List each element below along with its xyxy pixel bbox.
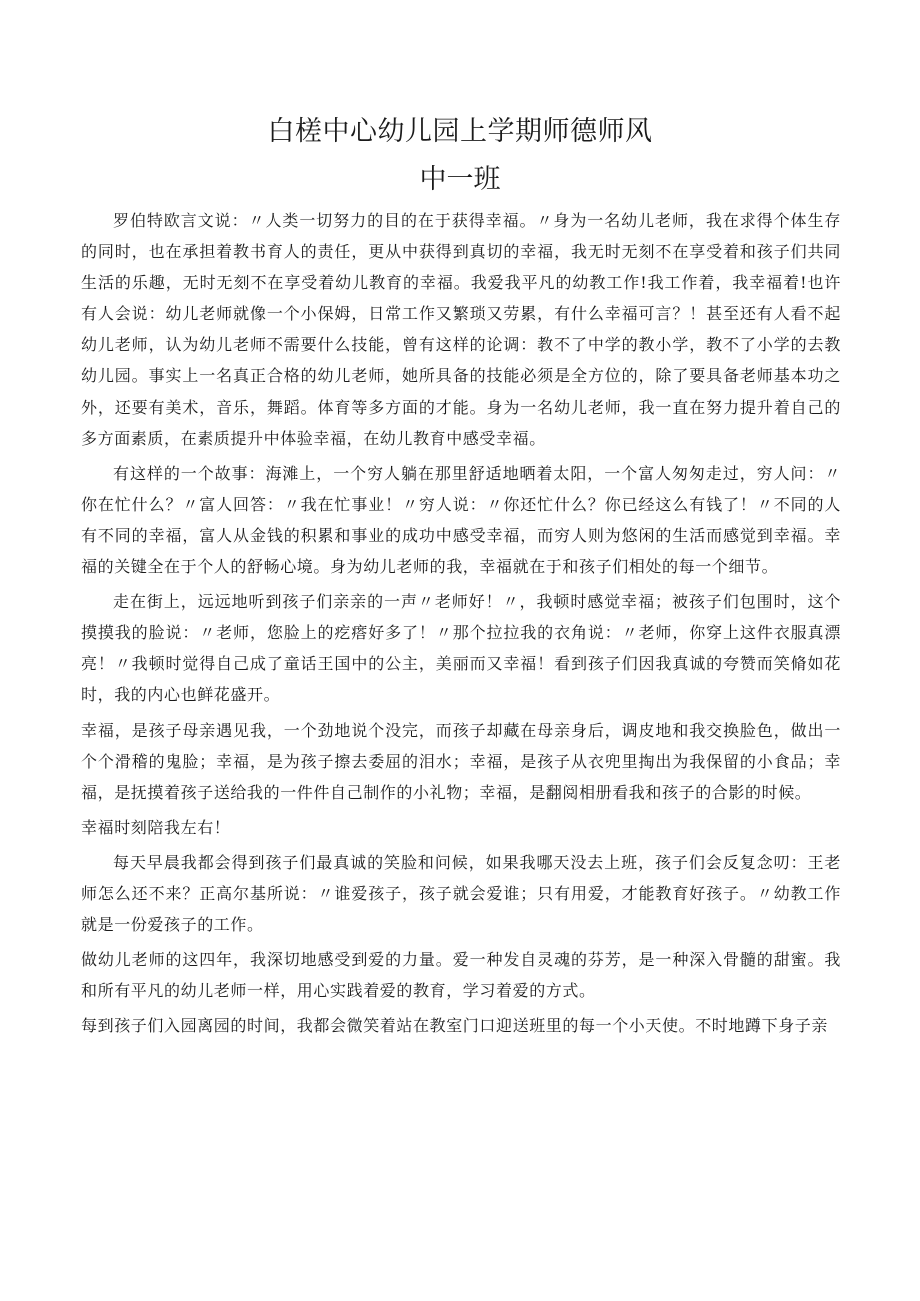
- class-name-subtitle: 中一班: [419, 164, 501, 195]
- paragraph-7: 做幼儿老师的这四年，我深切地感受到爱的力量。爱一种发自灵魂的芬芳，是一种深入骨髓的甜蜜。我和所有平凡的幼儿老师一样，用心实践着爱的教育，学习着爱的方式。: [81, 950, 841, 1001]
- paragraph-5: 幸福时刻陪我左右！: [81, 817, 231, 837]
- paragraph-3: 走在街上，远远地听到孩子们亲亲的一声〃老师好！〃，我顿时感觉幸福；被孩子们包围时，这个摸摸我的脸说：〃老师，您脸上的疙瘩好多了！〃那个拉拉我的衣角说：〃老师，你穿上这件衣服真漂亮！〃我顿时觉得自己成了童话王国中的公主，美丽而又幸福！看到孩子们因我真诚的夸赞而笑脩如花时，我的内心也鲜花盛开。: [81, 592, 841, 705]
- paragraph-6: 每天早晨我都会得到孩子们最真诚的笑脸和问候，如果我哪天没去上班，孩子们会反复念叨：王老师怎么还不来？正高尔基所说：〃谁爱孩子，孩子就会爱谁；只有用爱，才能教育好孩子。〃幼教工作就是一份爱孩子的工作。: [81, 852, 841, 935]
- paragraph-4: 幸福，是孩子母亲遇见我，一个劲地说个没完，而孩子却藏在母亲身后，调皮地和我交换脸色，做出一个个滑稽的鬼脸；幸福，是为孩子擦去委屈的泪水；幸福，是孩子从衣兜里掏出为我保留的小食品；幸福，是抚摸着孩子送给我的一件件自己制作的小礼物；幸福，是翻阅相册看我和孩子的合影的时候。: [81, 720, 841, 802]
- document-title: 白槎中心幼儿园上学期师德师风: [267, 116, 653, 147]
- paragraph-2: 有这样的一个故事：海滩上，一个穷人躺在那里舒适地晒着太阳，一个富人匆匆走过，穷人问：〃你在忙什么？〃富人回答：〃我在忙事业！〃穷人说：〃你还忙什么？你已经这么有钱了！〃不同的人有不同的幸福，富人从金钱的积累和事业的成功中感受幸福，而穷人则为悠闲的生活而感觉到幸福。幸福的关键全在于个人的舒畅心境。身为幼儿老师的我，幸福就在于和孩子们相处的每一个细节。: [81, 463, 841, 577]
- document-body: [81, 205, 841, 1041]
- paragraph-1: 罗伯特欧言文说：〃人类一切努力的目的在于获得幸福。〃身为一名幼儿老师，我在求得个体生存的同时，也在承担着教书育人的责任，更从中获得到真切的幸福，我无时无刻不在享受着和孩子们共同生活的乐趣，无时无刻不在享受着幼儿教育的幸福。我爱我平凡的幼教工作!我工作着，我幸福着!也许有人会说：幼儿老师就像一个小保姆，日常工作又繁琐又劳累，有什么幸福可言？！甚至还有人看不起幼儿老师，认为幼儿老师不需要什么技能，曾有这样的论调：教不了中学的教小学，教不了小学的去教幼儿园。事实上一名真正合格的幼儿老师，她所具备的技能必须是全方位的，除了要具备老师基本功之外，还要有美术，音乐，舞蹈。体育等多方面的才能。身为一名幼儿老师，我一直在努力提升着自己的多方面素质，在素质提升中体验幸福，在幼儿教育中感受幸福。: [81, 211, 841, 448]
- paragraph-8: 每到孩子们入园离园的时间，我都会微笑着站在教室门口迎送班里的每一个小天使。不时地蹲下身子亲: [81, 1016, 829, 1036]
